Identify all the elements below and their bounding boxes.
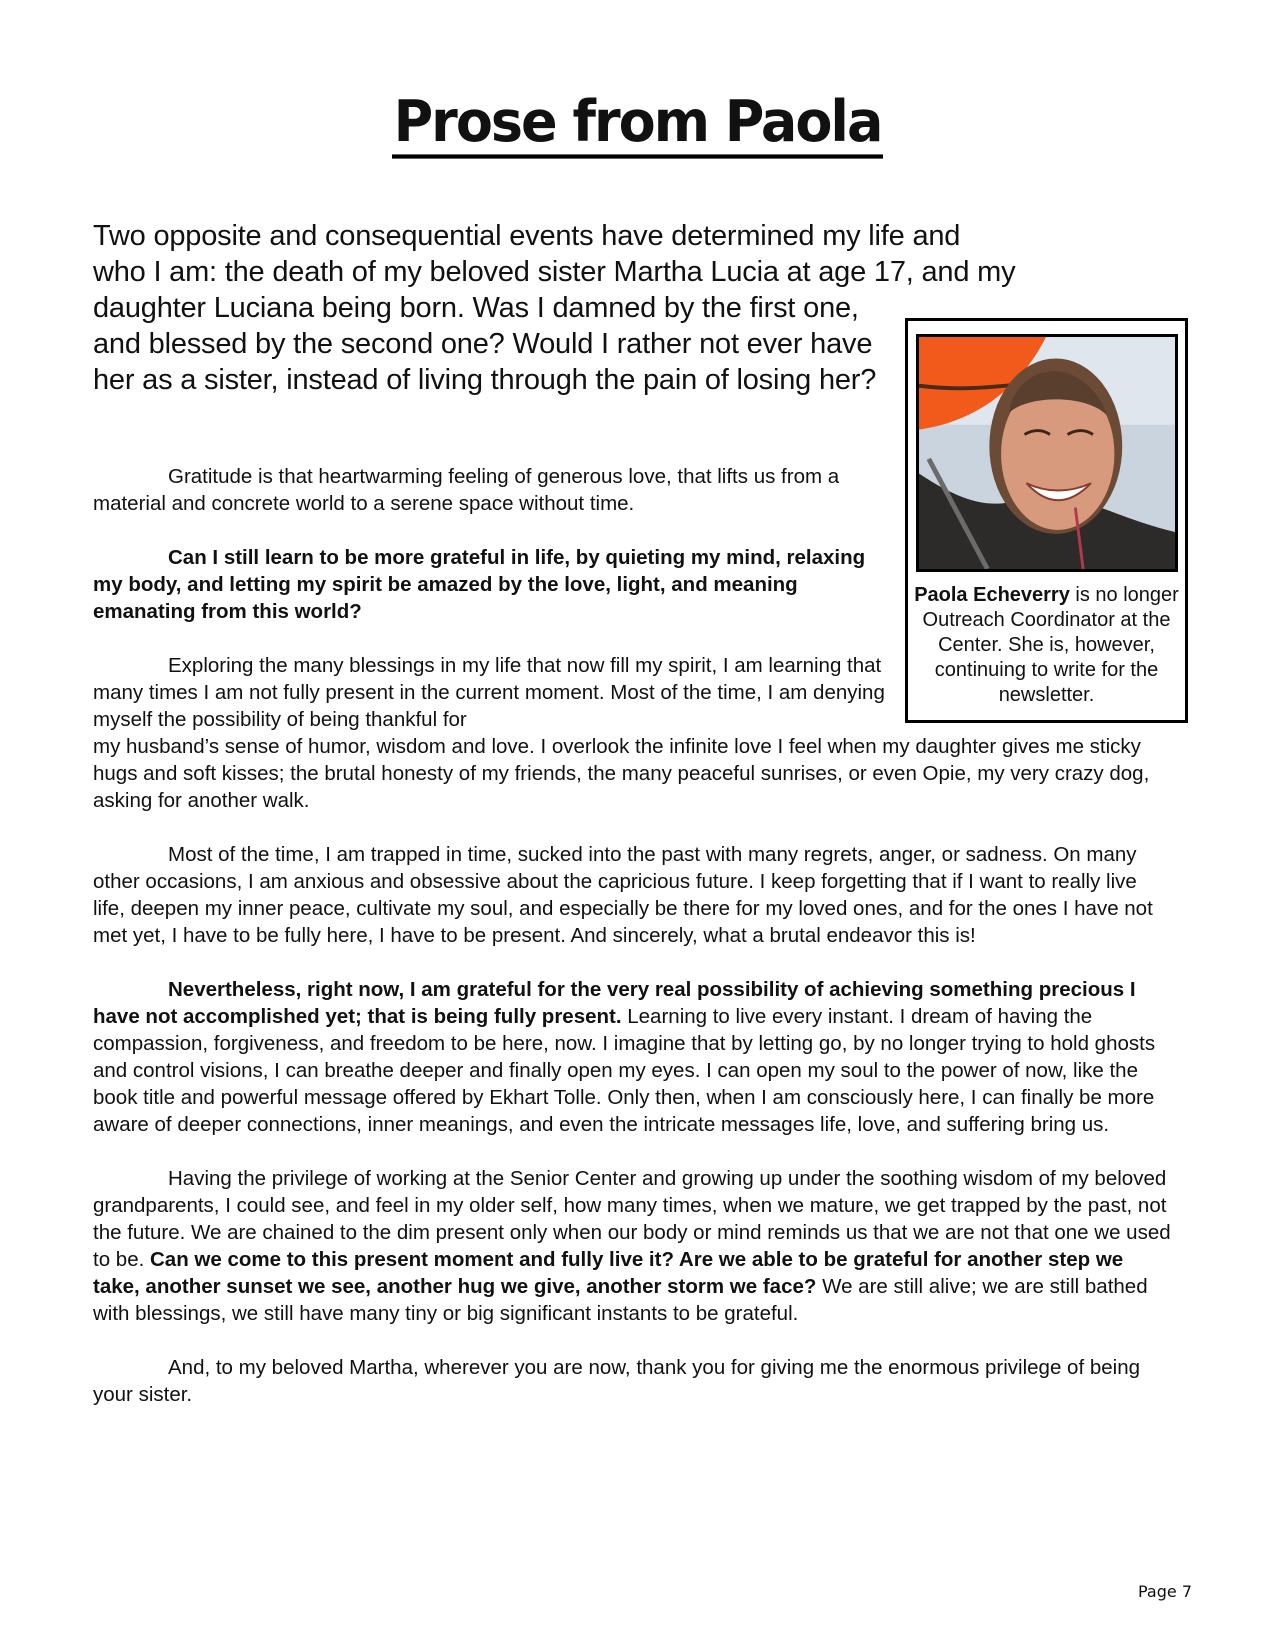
page-title: Prose from Paola [392, 90, 884, 159]
paragraph-senior-center [93, 1165, 1173, 1327]
paragraph-nevertheless-rest: Learning to live every instant. I dream of having the compassion, forgiveness, and freedom to be here, now. I imagine that by letting go, by no longer trying to hold ghosts and control visions, I can breathe deeper and finally open my eyes. I can open my soul to the power of now, like the book title and powerful message offered by Ekhart Tolle. Only then, when I am consciously here, I can finally be more aware of deeper connections, inner meanings, and even the intricate messages life, love, and suffering bring us. [93, 1005, 1156, 1136]
paragraph-gratitude: Gratitude is that heartwarming feeling of generous love, that lifts us from a material and concrete world to a serene space without time. [93, 465, 840, 515]
paragraph-blessings-end: my husband’s sense of humor, wisdom and love. I overlook the infinite love I feel when my daughter gives me sticky hugs and soft kisses; the brutal honesty of my friends, the many peaceful sunrises, or even Opie, my very crazy dog, asking for another walk. [93, 735, 1150, 812]
paragraph-question-bold: Can I still learn to be more grateful in life, by quieting my mind, relaxing my body, and letting my spirit be amazed by the love, light, and meaning emanating from this world? [93, 546, 866, 623]
page-title-container [0, 88, 1275, 157]
author-name: Paola Echeverry [914, 584, 1070, 606]
page-number: Page 7 [1138, 1582, 1192, 1601]
lead-line-2: who I am: the death of my beloved sister Martha Lucia at age 17, and my [93, 256, 1016, 288]
paragraph-nevertheless [93, 976, 1173, 1138]
paragraph-blessings-start: Exploring the many blessings in my life that now fill my spirit, I am learning that many times I am not fully present in the current moment. Most of the time, I am denying myself the possibility of being thankful for [93, 654, 885, 731]
paragraph-question [93, 544, 888, 625]
paragraph-senior-center-start: Having the privilege of working at the Senior Center and growing up under the soothing wisdom of my beloved grandparents, I could see, and feel in my older self, how many times, when we mature, we get trapped by the past, not the future. We are chained to the dim present only when our body or mind reminds us that we are not that one we used to be. [93, 1167, 1171, 1271]
paragraph-martha: And, to my beloved Martha, wherever you are now, thank you for giving me the enormous privilege of being your sister. [93, 1356, 1141, 1406]
paragraph-senior-center-bold: Can we come to this present moment and fully live it? Are we able to be grateful for another step we take, another sunset we see, another hug we give, another storm we face? [93, 1248, 1124, 1298]
paragraph-trapped: Most of the time, I am trapped in time, sucked into the past with many regrets, anger, or sadness. On many other occasions, I am anxious and obsessive about the capricious future. I keep forgetting that if I want to really live life, deepen my inner peace, cultivate my soul, and especially be there for my loved ones, and for the ones I have not met yet, I have to be fully here, I have to be present. And sincerely, what a brutal endeavor this is! [93, 843, 1153, 947]
paragraph-nevertheless-bold: Nevertheless, right now, I am grateful for the very real possibility of achieving something precious I have not accomplished yet; that is being fully present. [93, 978, 1136, 1028]
article-body [93, 463, 1173, 1435]
author-caption-text: is no longer Outreach Coordinator at the Center. She is, however, continuing to write for the newsletter. [922, 584, 1179, 706]
paragraph-senior-center-end: We are still alive; we are still bathed with blessings, we still have many tiny or big significant instants to be grateful. [93, 1275, 1148, 1325]
lead-line-1: Two opposite and consequential events have determined my life and [93, 220, 961, 252]
lead-rest: daughter Luciana being born. Was I damned by the first one, and blessed by the second one? Would I rather not ever have her as a sister, instead of living through the pain of losing her? [93, 292, 877, 396]
